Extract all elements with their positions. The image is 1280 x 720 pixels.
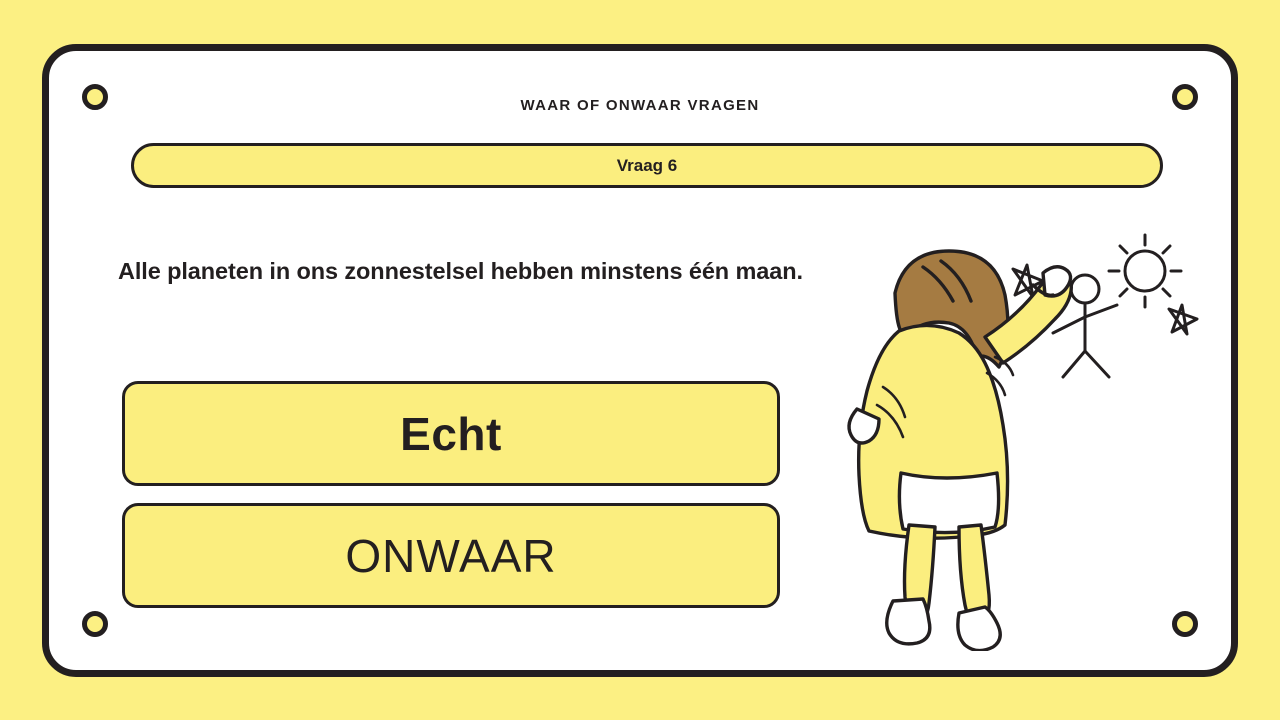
slide-kicker: WAAR OF ONWAAR VRAGEN (520, 97, 760, 114)
answer-option-true-button[interactable] (122, 381, 780, 486)
question-card (42, 44, 1238, 677)
answer-option-true-label: Echt (400, 407, 502, 460)
screw-bottom-right-icon (1172, 611, 1198, 637)
question-number-pill (131, 143, 1163, 188)
question-number-label: Vraag 6 (616, 155, 678, 175)
screw-bottom-left-icon (82, 611, 108, 637)
answer-option-false-button[interactable] (122, 503, 780, 608)
answer-option-false-label: ONWAAR (345, 529, 557, 582)
question-statement: Alle planeten in ons zonnestelsel hebben minstens één maan. (118, 258, 803, 284)
child-drawing-illustration (837, 181, 1217, 651)
